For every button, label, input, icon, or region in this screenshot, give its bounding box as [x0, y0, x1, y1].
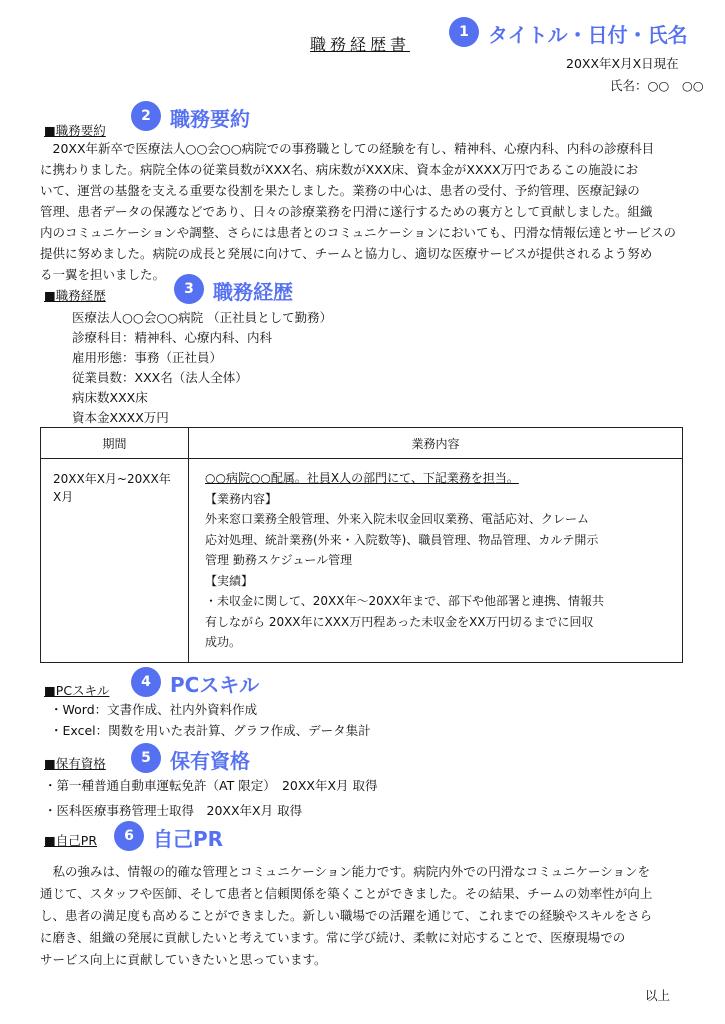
company-info-line: 従業員数：XXX名（法人全体） [72, 370, 248, 385]
annotation-label-4: PCスキル [170, 673, 260, 697]
qualification-item: ・第一種普通自動車運転免許（AT 限定） 20XX年X月 取得 [44, 778, 378, 793]
header-duties: 業務内容 [189, 428, 683, 459]
name: 氏名：○○ ○○ [610, 78, 704, 93]
summary-line: いて、運営の基盤を支える重要な役割を果たしました。業務の中心は、患者の受付、予約管理、医療記録の [40, 183, 640, 198]
annotation-badge-1: 1 [449, 17, 479, 47]
duties-line: 【実績】 [205, 573, 254, 588]
summary-line: 内のコミュニケーションや調整、さらには患者とのコミュニケーションにおいても、円滑な情報伝達とサービスの [40, 225, 677, 240]
qualifications-heading: ■保有資格 [44, 756, 106, 771]
company-info-line: 診療科目：精神科、心療内科、内科 [72, 330, 273, 345]
duties-line: 応対処理、統計業務(外来・入院数等)、職員管理、物品管理、カルテ開示 [205, 532, 599, 547]
annotation-badge-6: 6 [114, 821, 144, 851]
header-period: 期間 [41, 428, 189, 459]
period-cell [41, 459, 189, 663]
pr-line: サービス向上に貢献していきたいと思っています。 [40, 952, 327, 967]
department-line: ○○病院○○配属。社員X人の部門にて、下記業務を担当。 [205, 471, 519, 485]
pr-text [40, 861, 652, 971]
annotation-label-2: 職務要約 [170, 107, 250, 131]
annotation-badge-4: 4 [131, 667, 161, 697]
summary-line: 管理、患者データの保護などであり、日々の診療業務を円滑に遂行するための裏方として貢献しました。組織 [40, 204, 653, 219]
period-line: X月 [53, 489, 74, 504]
summary-line: 20XX年新卒で医療法人○○会○○病院での事務職としての経験を有し、精神科、心療内科、内科の診療科目 [40, 141, 655, 156]
annotation-badge-3: 3 [174, 274, 204, 304]
summary-text [40, 138, 676, 285]
career-table [40, 427, 683, 663]
closing-text: 以上 [645, 988, 671, 1003]
qualification-item: ・医科医療事務管理士取得 20XX年X月 取得 [44, 803, 303, 818]
duties-cell [189, 459, 683, 663]
summary-line: に携わりました。病院全体の従業員数がXXX名、病床数がXXX床、資本金がXXXX万円であるこの施設にお [40, 162, 639, 177]
pr-heading: ■自己PR [44, 833, 98, 848]
pr-line: 私の強みは、情報の的確な管理とコミュニケーション能力です。病院内外での円滑なコミュニケーションを [40, 864, 651, 879]
annotation-label-3: 職務経歴 [213, 280, 293, 304]
document-title: 職務経歴書 [310, 35, 411, 54]
company-info-line: 雇用形態：事務（正社員） [72, 350, 223, 365]
date: 20XX年X月X日現在 [566, 56, 679, 71]
duties-line: 管理 勤務スケジュール管理 [205, 553, 353, 567]
pr-line: に磨き、組織の発展に貢献したいと考えています。常に学び続け、柔軟に対応することで、医療現場での [40, 930, 626, 945]
annotation-badge-2: 2 [131, 101, 161, 131]
period-line: 20XX年X月~20XX年 [53, 472, 171, 486]
summary-line: る一翼を担いました。 [40, 267, 166, 282]
summary-line: 提供に努めました。病院の成長と発展に向けて、チームと協力し、適切な医療サービスが提供されるよう努め [40, 246, 653, 261]
company-info-line: 医療法人○○会○○病院 （正社員として勤務） [72, 310, 333, 325]
pr-line: し、患者の満足度も高めることができました。新しい職場での活躍を通じて、これまでの経験やスキルをさら [40, 908, 653, 923]
duties-line: 成功。 [205, 635, 242, 649]
pc-skill-item: ・Word：文書作成、社内外資料作成 [50, 702, 258, 717]
company-info-line: 病床数XXX床 [72, 390, 148, 405]
company-info-line: 資本金XXXX万円 [72, 410, 169, 425]
pc-skill-item: ・Excel：関数を用いた表計算、グラフ作成、データ集計 [50, 723, 371, 738]
pc-skills-heading: ■PCスキル [44, 683, 110, 698]
pr-line: 通じて、スタッフや医師、そして患者と信頼関係を築くことができました。その結果、チームの効率性が向上 [40, 886, 653, 901]
annotation-badge-5: 5 [131, 743, 161, 773]
duties-line: 外来窓口業務全般管理、外来入院未収金回収業務、電話応対、クレーム [205, 512, 590, 526]
duties-line: ・未収金に関して、20XX年～20XX年まで、部下や他部署と連携、情報共 [205, 594, 604, 608]
duties-line: 【業務内容】 [205, 491, 278, 506]
annotation-label-6: 自己PR [153, 827, 224, 851]
company-info [72, 308, 332, 428]
annotation-label-1: タイトル・日付・氏名 [488, 23, 688, 47]
duties-line: 有しながら 20XX年にXXX万円程あった未収金をXX万円切るまでに回収 [205, 614, 594, 629]
annotation-label-5: 保有資格 [170, 749, 250, 773]
career-heading: ■職務経歴 [44, 288, 106, 303]
summary-heading: ■職務要約 [44, 123, 106, 138]
